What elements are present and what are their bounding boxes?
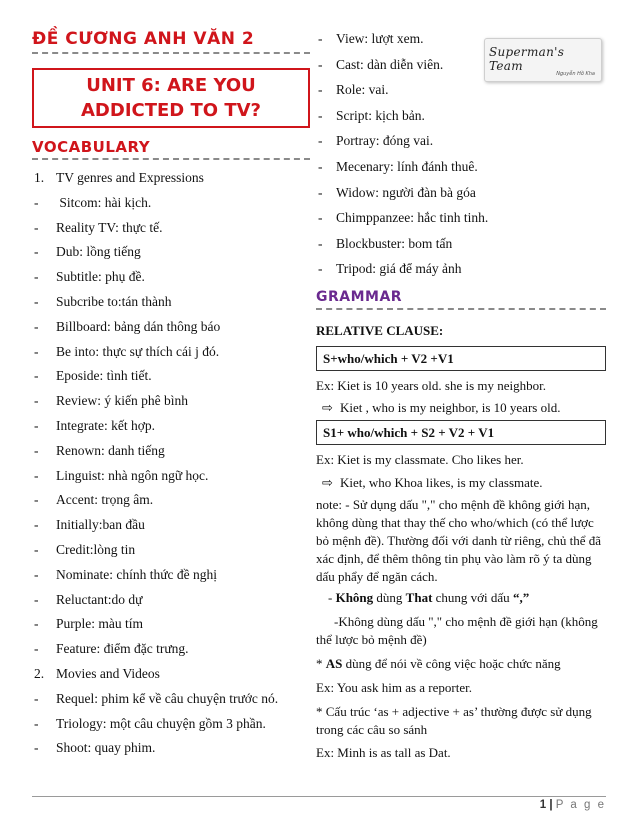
vocabulary-item	[32, 563, 310, 588]
vocabulary-item-text: Feature: điểm đặc trưng.	[56, 641, 189, 657]
list-marker: -	[34, 492, 39, 508]
vocabulary-item-text: Sitcom: hài kịch.	[56, 194, 152, 210]
list-marker: -	[34, 194, 39, 210]
list-marker: -	[34, 269, 39, 285]
vocabulary-item-text: Be into: thực sự thích cái j đó.	[56, 343, 220, 359]
list-marker: -	[318, 158, 323, 174]
vocabulary-item	[316, 231, 606, 257]
vocabulary-item	[32, 364, 310, 389]
vocabulary-item-text: Reluctant:do dự	[56, 591, 143, 607]
formula-box-1: S+who/which + V2 +V1	[316, 346, 606, 371]
vocabulary-item-text: Movies and Videos	[56, 665, 160, 681]
list-marker: -	[34, 690, 39, 706]
vocabulary-item-text: Subcribe to:tán thành	[56, 293, 172, 309]
vocabulary-item	[32, 340, 310, 365]
vocabulary-item	[32, 736, 310, 761]
as-bold: AS	[325, 655, 343, 671]
vocabulary-item	[32, 389, 310, 414]
vocabulary-item	[316, 128, 606, 154]
arrow-right-icon: ⇨	[322, 474, 333, 490]
page-footer	[32, 796, 606, 811]
list-marker: -	[34, 715, 39, 731]
vocabulary-item-text: Billboard: bảng dán thông báo	[56, 318, 221, 334]
vocabulary-item-text: Portray: đóng vai.	[336, 133, 434, 149]
list-marker: -	[318, 31, 323, 46]
list-marker: -	[318, 56, 323, 72]
list-marker: -	[318, 210, 323, 226]
vocabulary-item	[32, 637, 310, 662]
vocabulary-item-text: Renown: danh tiếng	[56, 442, 165, 458]
vocabulary-item-text: Shoot: quay phim.	[56, 740, 156, 756]
formula-box-2: S1+ who/which + S2 + V2 + V1	[316, 420, 606, 445]
list-marker: -	[34, 740, 39, 756]
vocabulary-item-text: Requel: phim kể về câu chuyện trước nó.	[56, 690, 279, 706]
list-marker: 2.	[34, 665, 45, 681]
vocabulary-item	[32, 265, 310, 290]
list-marker: -	[318, 261, 323, 277]
list-marker: -	[34, 393, 39, 409]
list-marker: -	[34, 318, 39, 334]
list-marker: 1.	[34, 170, 45, 185]
vocabulary-item	[32, 488, 310, 513]
vocabulary-item	[316, 103, 606, 129]
note-paragraph: note: - Sử dụng dấu "," cho mệnh đề không giới hạn, không dùng that thay thế cho who/which (có thể lược bỏ mệnh đề). Thường đối với danh từ riêng, chủ thể đã xác định, để thêm thông tin phụ vào làm rõ ý ta dùng dấu phẩy để ngăn cách.	[316, 496, 602, 584]
vocabulary-item	[32, 662, 310, 687]
result-2	[316, 474, 606, 491]
vocabulary-item-text: Cast: dàn diễn viên.	[336, 56, 444, 72]
left-column	[32, 28, 310, 761]
title-divider	[32, 52, 310, 54]
vocabulary-item	[32, 216, 310, 241]
vocabulary-item	[32, 464, 310, 489]
vocabulary-item	[32, 191, 310, 216]
vocabulary-item-text: Dub: lồng tiếng	[56, 244, 141, 260]
list-marker: -	[34, 417, 39, 433]
team-logo	[484, 38, 602, 82]
vocabulary-item	[32, 687, 310, 712]
vocabulary-divider	[32, 158, 310, 160]
arrow-right-icon: ⇨	[322, 399, 333, 415]
vocabulary-item	[32, 712, 310, 737]
vocabulary-item	[32, 588, 310, 613]
vocabulary-item-text: Initially:ban đầu	[56, 517, 145, 533]
example-3: Ex: You ask him as a reporter.	[316, 679, 472, 695]
vocabulary-item	[316, 205, 606, 231]
vocabulary-item-text: Linguist: nhà ngôn ngữ học.	[56, 467, 209, 483]
vocabulary-item-text: Chimppanzee: hắc tinh tinh.	[336, 210, 489, 226]
vocabulary-item-text: Mecenary: lính đánh thuê.	[336, 158, 478, 174]
relative-clause-heading: RELATIVE CLAUSE:	[316, 322, 444, 338]
list-marker: -	[34, 591, 39, 607]
as-structure-rule: * Cấu trúc ‘as + adjective + as’ thường được sử dụng trong các câu so sánh	[316, 703, 592, 737]
vocabulary-item	[32, 290, 310, 315]
result-1-text: Kiet , who is my neighbor, is 10 years old.	[340, 399, 561, 415]
vocabulary-item-text: Integrate: kết hợp.	[56, 417, 155, 433]
list-marker: -	[34, 616, 39, 632]
grammar-divider	[316, 308, 606, 310]
list-marker: -	[34, 368, 39, 384]
list-marker: -	[318, 133, 323, 149]
vocabulary-item	[32, 439, 310, 464]
list-marker: -	[318, 82, 323, 98]
vocabulary-item	[32, 612, 310, 637]
vocabulary-item-text: Role: vai.	[336, 82, 389, 98]
vocabulary-item	[32, 414, 310, 439]
list-marker: -	[34, 293, 39, 309]
list-marker: -	[34, 343, 39, 359]
vocabulary-item-text: Widow: người đàn bà góa	[336, 184, 476, 200]
vocabulary-item-text: TV genres and Expressions	[56, 170, 204, 185]
document-title: ĐỀ CƯƠNG ANH VĂN 2	[32, 29, 255, 49]
rule-bold-khong: Không	[335, 589, 374, 605]
rule-bold-comma: “,”	[512, 589, 530, 605]
vocabulary-item	[32, 240, 310, 265]
rule-no-that	[316, 589, 606, 607]
list-marker: -	[34, 467, 39, 483]
vocabulary-item-text: Blockbuster: bom tấn	[336, 235, 453, 251]
list-marker: -	[34, 541, 39, 557]
list-marker: -	[34, 442, 39, 458]
vocabulary-item-text: Script: kịch bản.	[336, 107, 425, 123]
vocabulary-heading: VOCABULARY	[32, 138, 151, 156]
list-marker: -	[34, 641, 39, 657]
rule-bold-that: That	[405, 589, 433, 605]
right-column	[316, 28, 606, 762]
as-prefix: *	[316, 655, 326, 671]
vocabulary-item	[32, 166, 310, 191]
vocabulary-item-text: Accent: trọng âm.	[56, 492, 154, 508]
vocabulary-item-text: Eposide: tình tiết.	[56, 368, 152, 384]
unit-title-box: UNIT 6: ARE YOU ADDICTED TO TV?	[32, 68, 310, 128]
as-rest: dùng để nói về công việc hoặc chức năng	[342, 655, 561, 671]
grammar-heading: GRAMMAR	[316, 288, 403, 305]
list-marker: -	[34, 219, 39, 235]
vocabulary-item-text: Tripod: giá để máy ảnh	[336, 261, 462, 277]
vocabulary-item-text: View: lượt xem.	[336, 31, 424, 46]
vocabulary-item-text: Review: ý kiến phê bình	[56, 393, 188, 409]
list-marker: -	[34, 244, 39, 260]
result-2-text: Kiet, who Khoa likes, is my classmate.	[340, 474, 543, 490]
vocabulary-item-text: Subtitle: phụ đề.	[56, 269, 145, 285]
vocabulary-item-text: Nominate: chính thức đề nghị	[56, 566, 218, 582]
list-marker: -	[34, 566, 39, 582]
vocabulary-item	[316, 154, 606, 180]
vocabulary-item	[32, 513, 310, 538]
footer-separator: |	[549, 799, 553, 811]
vocabulary-list	[32, 166, 310, 761]
page-label: P a g e	[555, 799, 606, 811]
rule-text-2: chung với dấu	[432, 589, 513, 605]
vocabulary-item-text: Reality TV: thực tế.	[56, 219, 163, 235]
result-1	[316, 399, 606, 416]
page-number: 1	[539, 799, 547, 811]
list-marker: -	[318, 184, 323, 200]
vocabulary-item	[32, 538, 310, 563]
example-1: Ex: Kiet is 10 years old. she is my neighbor.	[316, 377, 547, 393]
rule-prefix: -	[328, 589, 336, 605]
logo-subtitle: Nguyễn Hồ Kha	[556, 71, 595, 77]
list-marker: -	[318, 235, 323, 251]
vocabulary-item-text: Purple: màu tím	[56, 616, 143, 632]
example-4: Ex: Minh is as tall as Dat.	[316, 744, 451, 760]
vocabulary-item	[316, 180, 606, 206]
vocabulary-item-text: Credit:lòng tin	[56, 541, 136, 557]
logo-title: Superman's Team	[489, 45, 565, 73]
example-2: Ex: Kiet is my classmate. Cho likes her.	[316, 451, 524, 467]
vocabulary-item	[316, 256, 606, 282]
rule-no-comma: -Không dùng dấu "," cho mệnh đề giới hạn (không thể lược bỏ mệnh đề)	[316, 613, 598, 647]
as-rule	[316, 655, 606, 673]
vocabulary-item	[32, 315, 310, 340]
vocabulary-item-text: Triology: một câu chuyện gồm 3 phần.	[56, 715, 266, 731]
rule-text: dùng	[373, 589, 406, 605]
list-marker: -	[318, 107, 323, 123]
list-marker: -	[34, 517, 39, 533]
